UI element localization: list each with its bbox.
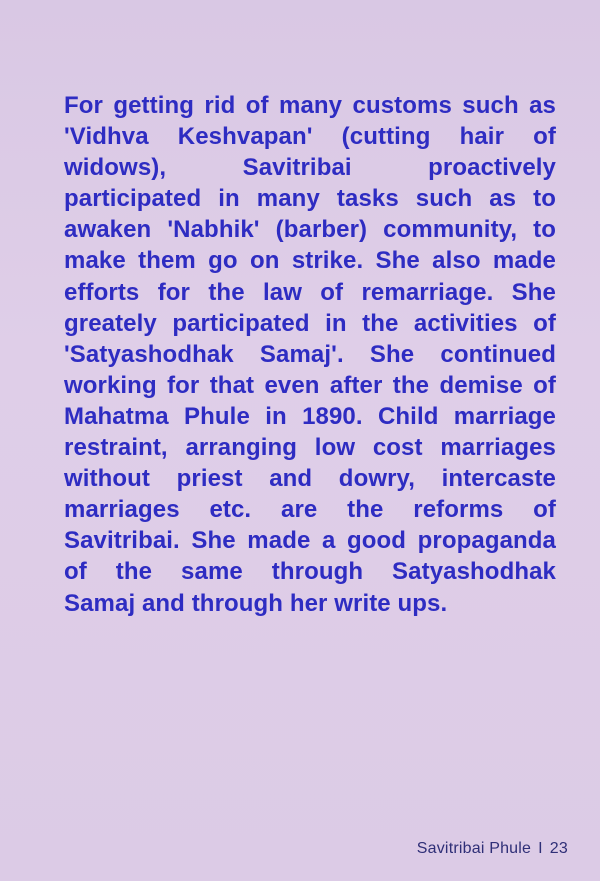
- page-footer: [417, 840, 568, 858]
- paragraph-line: make them go on strike. She also made: [64, 247, 556, 275]
- page-number: 23: [549, 840, 568, 857]
- paragraph-line: marriages etc. are the reforms of: [64, 496, 556, 524]
- running-title: Savitribai Phule: [416, 840, 532, 857]
- paragraph-line: working for that even after the demise of: [64, 371, 556, 399]
- paragraph-line: 'Satyashodhak Samaj'. She continued: [64, 340, 556, 368]
- paragraph-line: of the same through Satyashodhak: [64, 558, 556, 586]
- paragraph-line: For getting rid of many customs such as: [64, 92, 556, 119]
- paragraph-line-last: Samaj and through her write ups.: [64, 589, 448, 617]
- paragraph-line: awaken 'Nabhik' (barber) community, to: [64, 216, 556, 244]
- paragraph-line: restraint, arranging low cost marriages: [64, 434, 556, 462]
- paragraph-line: efforts for the law of remarriage. She: [64, 278, 556, 306]
- paragraph-line: without priest and dowry, intercaste: [64, 465, 556, 493]
- paragraph-line: Savitribai. She made a good propaganda: [64, 527, 556, 555]
- paragraph-line: participated in many tasks such as to: [64, 185, 556, 213]
- body-paragraph: [64, 90, 556, 619]
- paragraph-line: widows), Savitribai proactively: [64, 154, 556, 182]
- paragraph-line: greately participated in the activities of: [64, 309, 556, 337]
- footer-separator: I: [538, 840, 543, 857]
- paragraph-line: Mahatma Phule in 1890. Child marriage: [64, 402, 556, 430]
- paragraph-line: 'Vidhva Keshvapan' (cutting hair of: [64, 123, 556, 151]
